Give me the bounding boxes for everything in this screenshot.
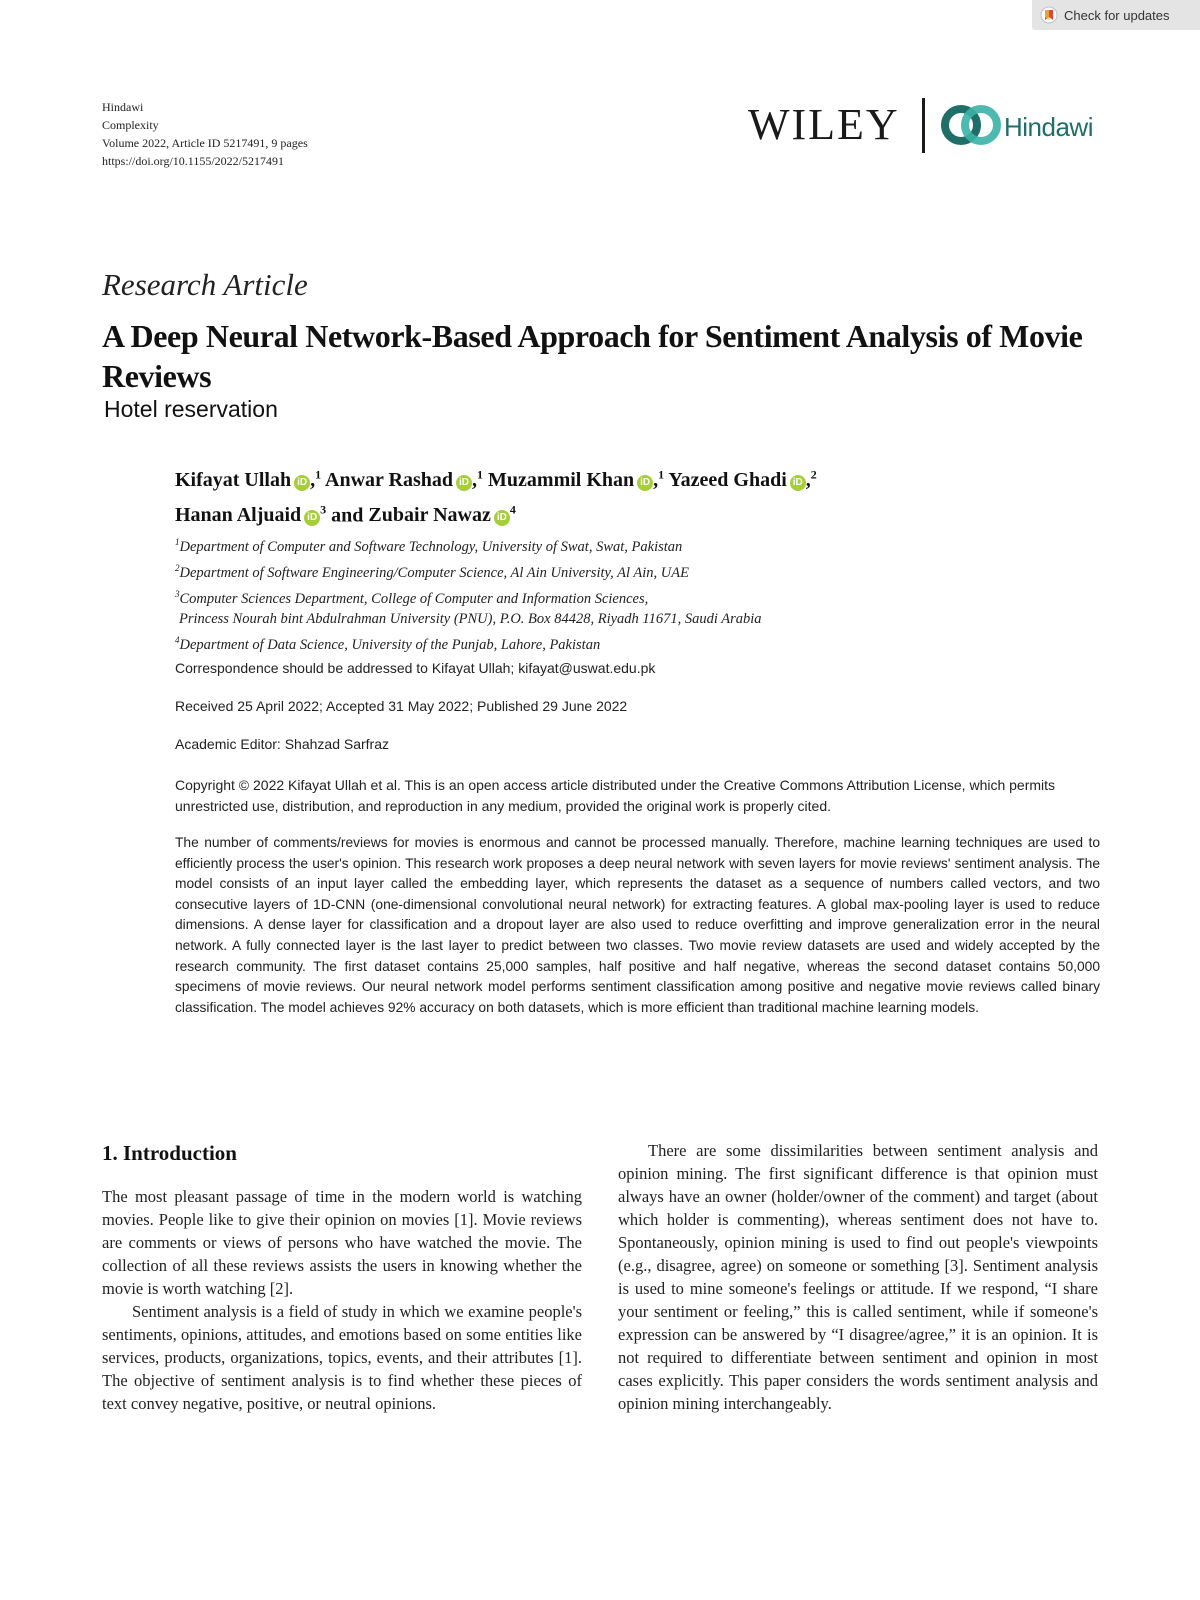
author: Anwar Rashad iD ,$^1$	[325, 467, 484, 491]
author: Yazeed Ghadi iD ,$^2$	[668, 467, 817, 491]
author-conjunction: and	[331, 504, 364, 527]
orcid-icon[interactable]: iD	[294, 475, 310, 491]
orcid-icon[interactable]: iD	[494, 510, 510, 526]
author: Muzammil Khan iD ,$^1$	[488, 467, 665, 491]
wiley-logo: WILEY	[748, 100, 900, 149]
doi-link[interactable]: https://doi.org/10.1155/2022/5217491	[102, 154, 285, 168]
orcid-icon[interactable]: iD	[456, 475, 472, 491]
volume-line: Volume 2022, Article ID 5217491, 9 pages	[102, 136, 308, 150]
article-type: Research Article	[102, 267, 308, 302]
paragraph: Sentiment analysis is a field of study in which we examine people's sentiments, opinions, attitudes, and emotions based on some entities like services, products, organizations, topics, events, and their attributes [1]. The objective of sentiment analysis is to find whether these pieces of text convey negative, positive, or neutral opinions.	[102, 1302, 582, 1413]
hindawi-logo-text: Hindawi	[1004, 112, 1093, 142]
journal-name: Complexity	[102, 118, 159, 132]
hindawi-logo-icon	[940, 104, 1002, 146]
affiliation: $^1$Department of Computer and Software Technology, University of Swat, Swat, Pakistan	[175, 537, 683, 555]
body-column-right	[618, 1139, 1098, 1415]
author: Kifayat Ullah iD ,$^1$	[175, 467, 322, 491]
paragraph: There are some dissimilarities between sentiment analysis and opinion mining. The first significant difference is that opinion must always have an owner (holder/owner of the comment) and target (about which holder is commenting), whereas sentiment does not have to. Spontaneously, opinion mining is used to find out people's viewpoints (e.g., disagree, agree) on someone or something [3]. Sentiment analysis is used to mine someone's feelings or attitude. If we respond, “I share your sentiment or feeling,” this is called sentiment, while if someone's expression can be answered by “I disagree/agree,” it is an opinion. It is not required to differentiate between sentiment and opinion in most cases explicitly. This paper considers the words sentiment analysis and opinion mining interchangeably.	[618, 1141, 1098, 1413]
copyright-notice: Copyright © 2022 Kifayat Ullah et al. This is an open access article distributed under the Creative Commons Attribution License, which permits unrestricted use, distribution, and reproduction in any medium, provided the original work is properly cited.	[175, 777, 1056, 814]
correspondence: Correspondence should be addressed to Kifayat Ullah; kifayat@uswat.edu.pk	[175, 660, 656, 676]
academic-editor: Academic Editor: Shahzad Sarfraz	[175, 736, 389, 752]
orcid-icon[interactable]: iD	[790, 475, 806, 491]
publication-dates: Received 25 April 2022; Accepted 31 May 2022; Published 29 June 2022	[175, 698, 628, 714]
section-heading: 1. Introduction	[102, 1141, 237, 1165]
check-for-updates-label: Check for updates	[1064, 7, 1170, 23]
publisher-name: Hindawi	[102, 100, 144, 114]
subtitle-note: Hotel reservation	[104, 396, 278, 422]
orcid-icon[interactable]: iD	[637, 475, 653, 491]
affiliation: $^4$Department of Data Science, University of the Punjab, Lahore, Pakistan	[175, 635, 601, 654]
bookmark-update-icon	[1040, 6, 1058, 24]
abstract: The number of comments/reviews for movies is enormous and cannot be processed manually. Therefore, machine learning techniques are used to efficiently process the user's opinion. This research work proposes a deep neural network with seven layers for movie reviews' sentiment analysis. The model consists of an input layer called the embedding layer, which represents the dataset as a sequence of numbers called vectors, and two consecutive layers of 1D-CNN (one-dimensional convolutional neural network) for extracting features. A global max-pooling layer is used to reduce dimensions. A dense layer for classification and a dropout layer are also used to reduce overfitting and improve generalization error in the neural network. A fully connected layer is the last layer to predict between two classes. Two movie review datasets are used and widely accepted by the research community. The first dataset contains 25,000 samples, half positive and half negative, whereas the second dataset contains 50,000 specimens of movie reviews. Our neural network model performs sentiment classification among positive and negative movie reviews called binary classification. The model achieves 92% accuracy on both datasets, which is more efficient than traditional machine learning models.	[175, 835, 1100, 1015]
affiliation-continued: Princess Nourah bint Abdulrahman University (PNU), P.O. Box 84428, Riyadh 11671, Saudi Arabia	[179, 611, 762, 628]
article-title: A Deep Neural Network-Based Approach for Sentiment Analysis of Movie Reviews	[102, 318, 1083, 394]
author: Hanan Aljuaid $iD^3$	[175, 502, 327, 527]
affiliation: $^2$Department of Software Engineering/Computer Science, Al Ain University, Al Ain, UAE	[175, 562, 689, 581]
logo-divider	[922, 98, 925, 153]
orcid-icon[interactable]: iD	[304, 510, 320, 526]
body-column-left	[102, 1185, 582, 1415]
affiliations	[175, 532, 1075, 656]
author-list	[175, 459, 1075, 530]
paragraph: The most pleasant passage of time in the modern world is watching movies. People like to give their opinion on movies [1]. Movie reviews are comments or views of persons who have watched the movie. The collection of all these reviews assists the users in knowing whether the movie is worth watching [2].	[102, 1187, 582, 1298]
check-for-updates-badge[interactable]	[1032, 0, 1200, 30]
affiliation: $^3$Computer Sciences Department, College of Computer and Information Sciences,	[175, 588, 649, 607]
journal-meta	[102, 98, 308, 170]
author: Zubair Nawaz $iD^4$	[368, 502, 516, 527]
